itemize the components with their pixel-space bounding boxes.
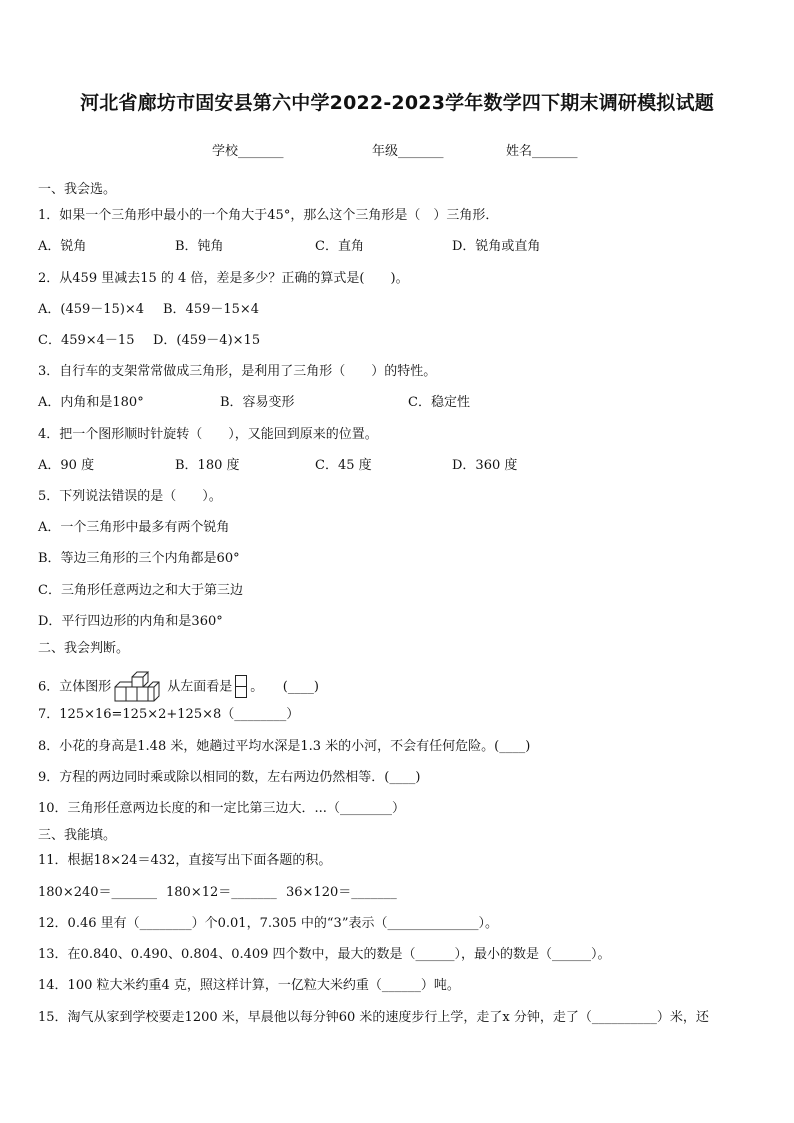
page-title: 河北省廊坊市固安县第六中学2022-2023学年数学四下期末调研模拟试题 — [80, 92, 714, 114]
question-5-option-c: C．三角形任意两边之和大于第三边 — [38, 583, 243, 598]
option-a: A．90 度 — [38, 458, 95, 473]
question-3: 3．自行车的支架常常做成三角形，是利用了三角形（ ）的特性。 — [38, 364, 437, 379]
option-c: C．稳定性 — [408, 395, 470, 410]
section-heading-1: 一、我会选。 — [38, 182, 117, 197]
option-b: B．钝角 — [175, 239, 224, 254]
section-heading-2: 二、我会判断。 — [38, 641, 130, 656]
option-a: A．锐角 — [38, 239, 87, 254]
question-6 — [38, 671, 319, 703]
option-b: B．180 度 — [175, 458, 240, 473]
question-5-option-b: B．等边三角形的三个内角都是60° — [38, 551, 240, 566]
question-11: 11．根据18×24＝432，直接写出下面各题的积。 — [38, 853, 332, 868]
option-a: A．内角和是180° — [38, 395, 144, 410]
question-4: 4．把一个图形顺时针旋转（ ），又能回到原来的位置。 — [38, 427, 378, 442]
question-7: 7．125×16=125×2+125×8（________） — [38, 707, 300, 722]
question-1: 1．如果一个三角形中最小的一个角大于45°，那么这个三角形是（ ）三角形． — [38, 208, 499, 223]
blank-c: 36×120＝_______ — [286, 885, 397, 900]
left-view-figure — [234, 674, 248, 700]
option-c: C．459×4－15 — [38, 333, 135, 348]
section-heading-3: 三、我能填。 — [38, 828, 117, 843]
question-2: 2．从459 里减去15 的 4 倍，差是多少？正确的算式是( )。 — [38, 271, 409, 286]
school-field: 学校_______ — [212, 144, 284, 159]
option-b: B．容易变形 — [220, 395, 295, 410]
question-15: 15．淘气从家到学校要走1200 米，早晨他以每分钟60 米的速度步行上学，走了x 分钟，走了（__________）米，还 — [38, 1010, 709, 1025]
option-b: B．459－15×4 — [163, 302, 260, 317]
question-5-option-a: A．一个三角形中最多有两个锐角 — [38, 520, 230, 535]
option-c: C．45 度 — [315, 458, 372, 473]
option-c: C．直角 — [315, 239, 364, 254]
blank-b: 180×12＝_______ — [166, 885, 277, 900]
blank-a: 180×240＝_______ — [38, 885, 158, 900]
question-9: 9．方程的两边同时乘或除以相同的数，左右两边仍然相等．(____) — [38, 770, 421, 785]
question-6-prefix: 6．立体图形 — [38, 679, 112, 695]
grade-field: 年级_______ — [372, 144, 444, 159]
question-12: 12．0.46 里有（________）个0.01，7.305 中的“3”表示（______________）。 — [38, 916, 498, 931]
question-5: 5．下列说法错误的是（ ）。 — [38, 489, 222, 504]
question-8: 8．小花的身高是1.48 米，她趟过平均水深是1.3 米的小河，不会有任何危险。(____) — [38, 739, 531, 754]
question-10: 10．三角形任意两边长度的和一定比第三边大．...（________） — [38, 801, 405, 816]
option-d: D．360 度 — [452, 458, 518, 473]
option-d: D．锐角或直角 — [452, 239, 541, 254]
question-6-middle: 从左面看是 — [167, 679, 233, 695]
question-13: 13．在0.840、0.490、0.804、0.409 四个数中，最大的数是（______），最小的数是（______）。 — [38, 947, 611, 962]
option-a: A．(459－15)×4 — [38, 302, 145, 317]
option-d: D．(459－4)×15 — [153, 333, 261, 348]
question-6-suffix: 。 (____) — [250, 679, 319, 695]
question-5-option-d: D．平行四边形的内角和是360° — [38, 614, 223, 629]
name-field: 姓名_______ — [506, 144, 578, 159]
cube-stack-figure — [113, 671, 165, 703]
question-14: 14．100 粒大米约重4 克，照这样计算，一亿粒大米约重（______）吨。 — [38, 978, 460, 993]
